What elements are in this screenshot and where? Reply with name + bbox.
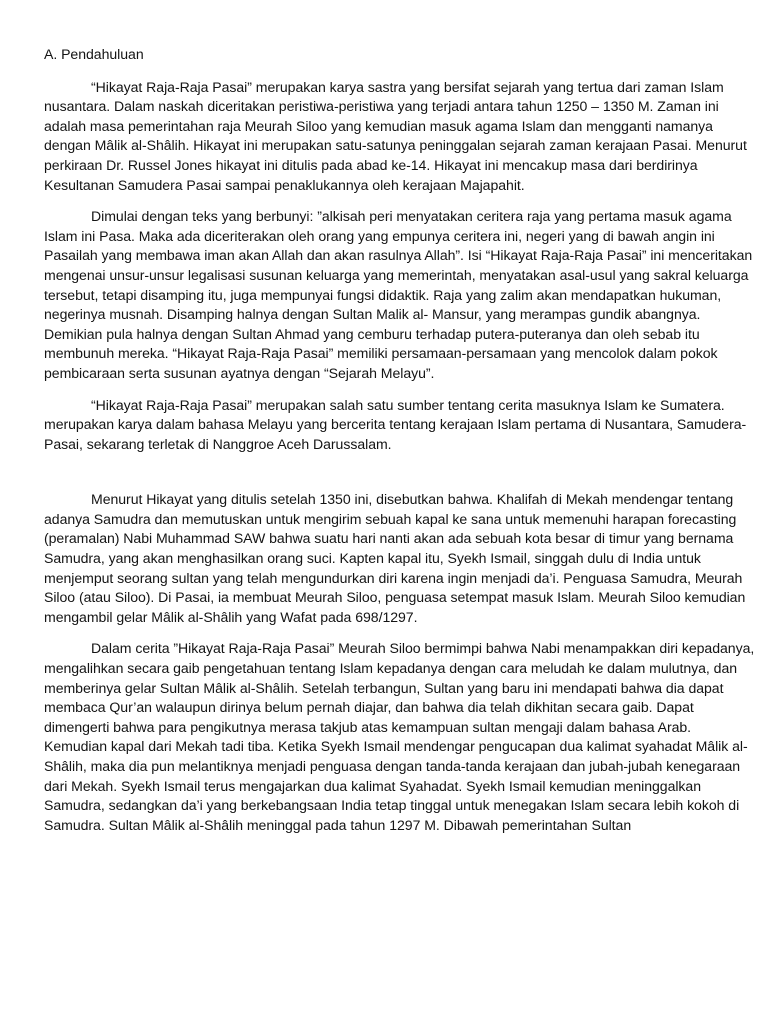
section-heading: A. Pendahuluan xyxy=(44,46,144,62)
document-page xyxy=(44,45,756,847)
paragraph-opening-text: Dimulai dengan teks yang berbunyi: ”alkisah peri menyatakan ceritera raja yang pertama masuk agama Islam ini Pasa. Maka ada diceriterakan oleh orang yang empunya ceritera ini, negeri yang di bawah angin ini Pasailah yang membawa iman akan Allah dan akan rasulnya Allah”. Isi “Hikayat Raja-Raja Pasai” ini menceritakan mengenai unsur-unsur legalisasi susunan keluarga yang memerintah, menyatakan asal-usul yang sakral keluarga tersebut, tetapi disamping itu, juga mempunyai fungsi didaktik. Raja yang zalim akan mendapatkan hukuman, negerinya musnah. Disamping halnya dengan Sultan Malik al- Mansur, yang merampas gundik abangnya. Demikian pula halnya dengan Sultan Ahmad yang cemburu terhadap putera-puteranya dan oleh sebab itu membunuh mereka. “Hikayat Raja-Raja Pasai” memiliki persamaan-persamaan yang mencolok dalam pokok pembicaraan serta susunan ayatnya dengan “Sejarah Melayu”. xyxy=(44,208,753,381)
paragraph-intro: “Hikayat Raja-Raja Pasai” merupakan karya sastra yang bersifat sejarah yang tertua dari zaman Islam nusantara. Dalam naskah diceritakan peristiwa-peristiwa yang terjadi antara tahun 1250 – 1350 M. Zaman ini adalah masa pemerintahan raja Meurah Siloo yang kemudian masuk agama Islam dan mengganti namanya dengan Mâlik al-Shâlih. Hikayat ini merupakan satu-satunya peninggalan sejarah zaman kerajaan Pasai. Menurut perkiraan Dr. Russel Jones hikayat ini ditulis pada abad ke-14. Hikayat ini mencakup masa dari berdirinya Kesultanan Samudera Pasai sampai penaklukannya oleh kerajaan Majapahit. xyxy=(44,78,747,193)
paragraph-khalifah: Menurut Hikayat yang ditulis setelah 1350 ini, disebutkan bahwa. Khalifah di Mekah mendengar tentang adanya Samudra dan memutuskan untuk mengirim sebuah kapal ke sana untuk memenuhi harapan forecasting (peramalan) Nabi Muhammad SAW bahwa suatu hari nanti akan ada sebuah kota besar di timur yang bernama Samudra, yang akan menghasilkan orang suci. Kapten kapal itu, Syekh Ismail, singgah dulu di India untuk menjemput seorang sultan yang telah mengundurkan diri karena ingin menjadi da’i. Penguasa Samudra, Meurah Siloo (atau Siloo). Di Pasai, ia membuat Meurah Siloo, penguasa setempat masuk Islam. Meurah Siloo kemudian mengambil gelar Mâlik al-Shâlih yang Wafat pada 698/1297. xyxy=(44,491,746,625)
paragraph-source: “Hikayat Raja-Raja Pasai” merupakan salah satu sumber tentang cerita masuknya Islam ke Sumatera. merupakan karya dalam bahasa Melayu yang bercerita tentang kerajaan Islam pertama di Nusantara, Samudera-Pasai, sekarang terletak di Nanggroe Aceh Darussalam. xyxy=(44,396,747,452)
paragraph-dream: Dalam cerita ”Hikayat Raja-Raja Pasai” Meurah Siloo bermimpi bahwa Nabi menampakkan diri kepadanya, mengalihkan secara gaib pengetahuan tentang Islam kepadanya dengan cara meludah ke dalam mulutnya, dan memberinya gelar Sultan Mâlik al-Shâlih. Setelah terbangun, Sultan yang baru ini mendapati bahwa dia dapat membaca Qur’an walaupun dirinya belum pernah diajar, dan bahwa dia telah dikhitan secara gaib. Dapat dimengerti bahwa para pengikutnya merasa takjub atas kemampuan sultan mengaji dalam bahasa Arab. Kemudian kapal dari Mekah tadi tiba. Ketika Syekh Ismail mendengar pengucapan dua kalimat syahadat Mâlik al-Shâlih, maka dia pun melantiknya menjadi penguasa dengan tanda-tanda kerajaan dan jubah-jubah kenegaraan dari Mekah. Syekh Ismail terus mengajarkan dua kalimat Syahadat. Syekh Ismail kemudian meninggalkan Samudra, sedangkan da’i yang berkebangsaan India tetap tinggal untuk menegakan Islam secara lebih kokoh di Samudra. Sultan Mâlik al-Shâlih meninggal pada tahun 1297 M. Dibawah pemerintahan Sultan xyxy=(44,640,755,833)
